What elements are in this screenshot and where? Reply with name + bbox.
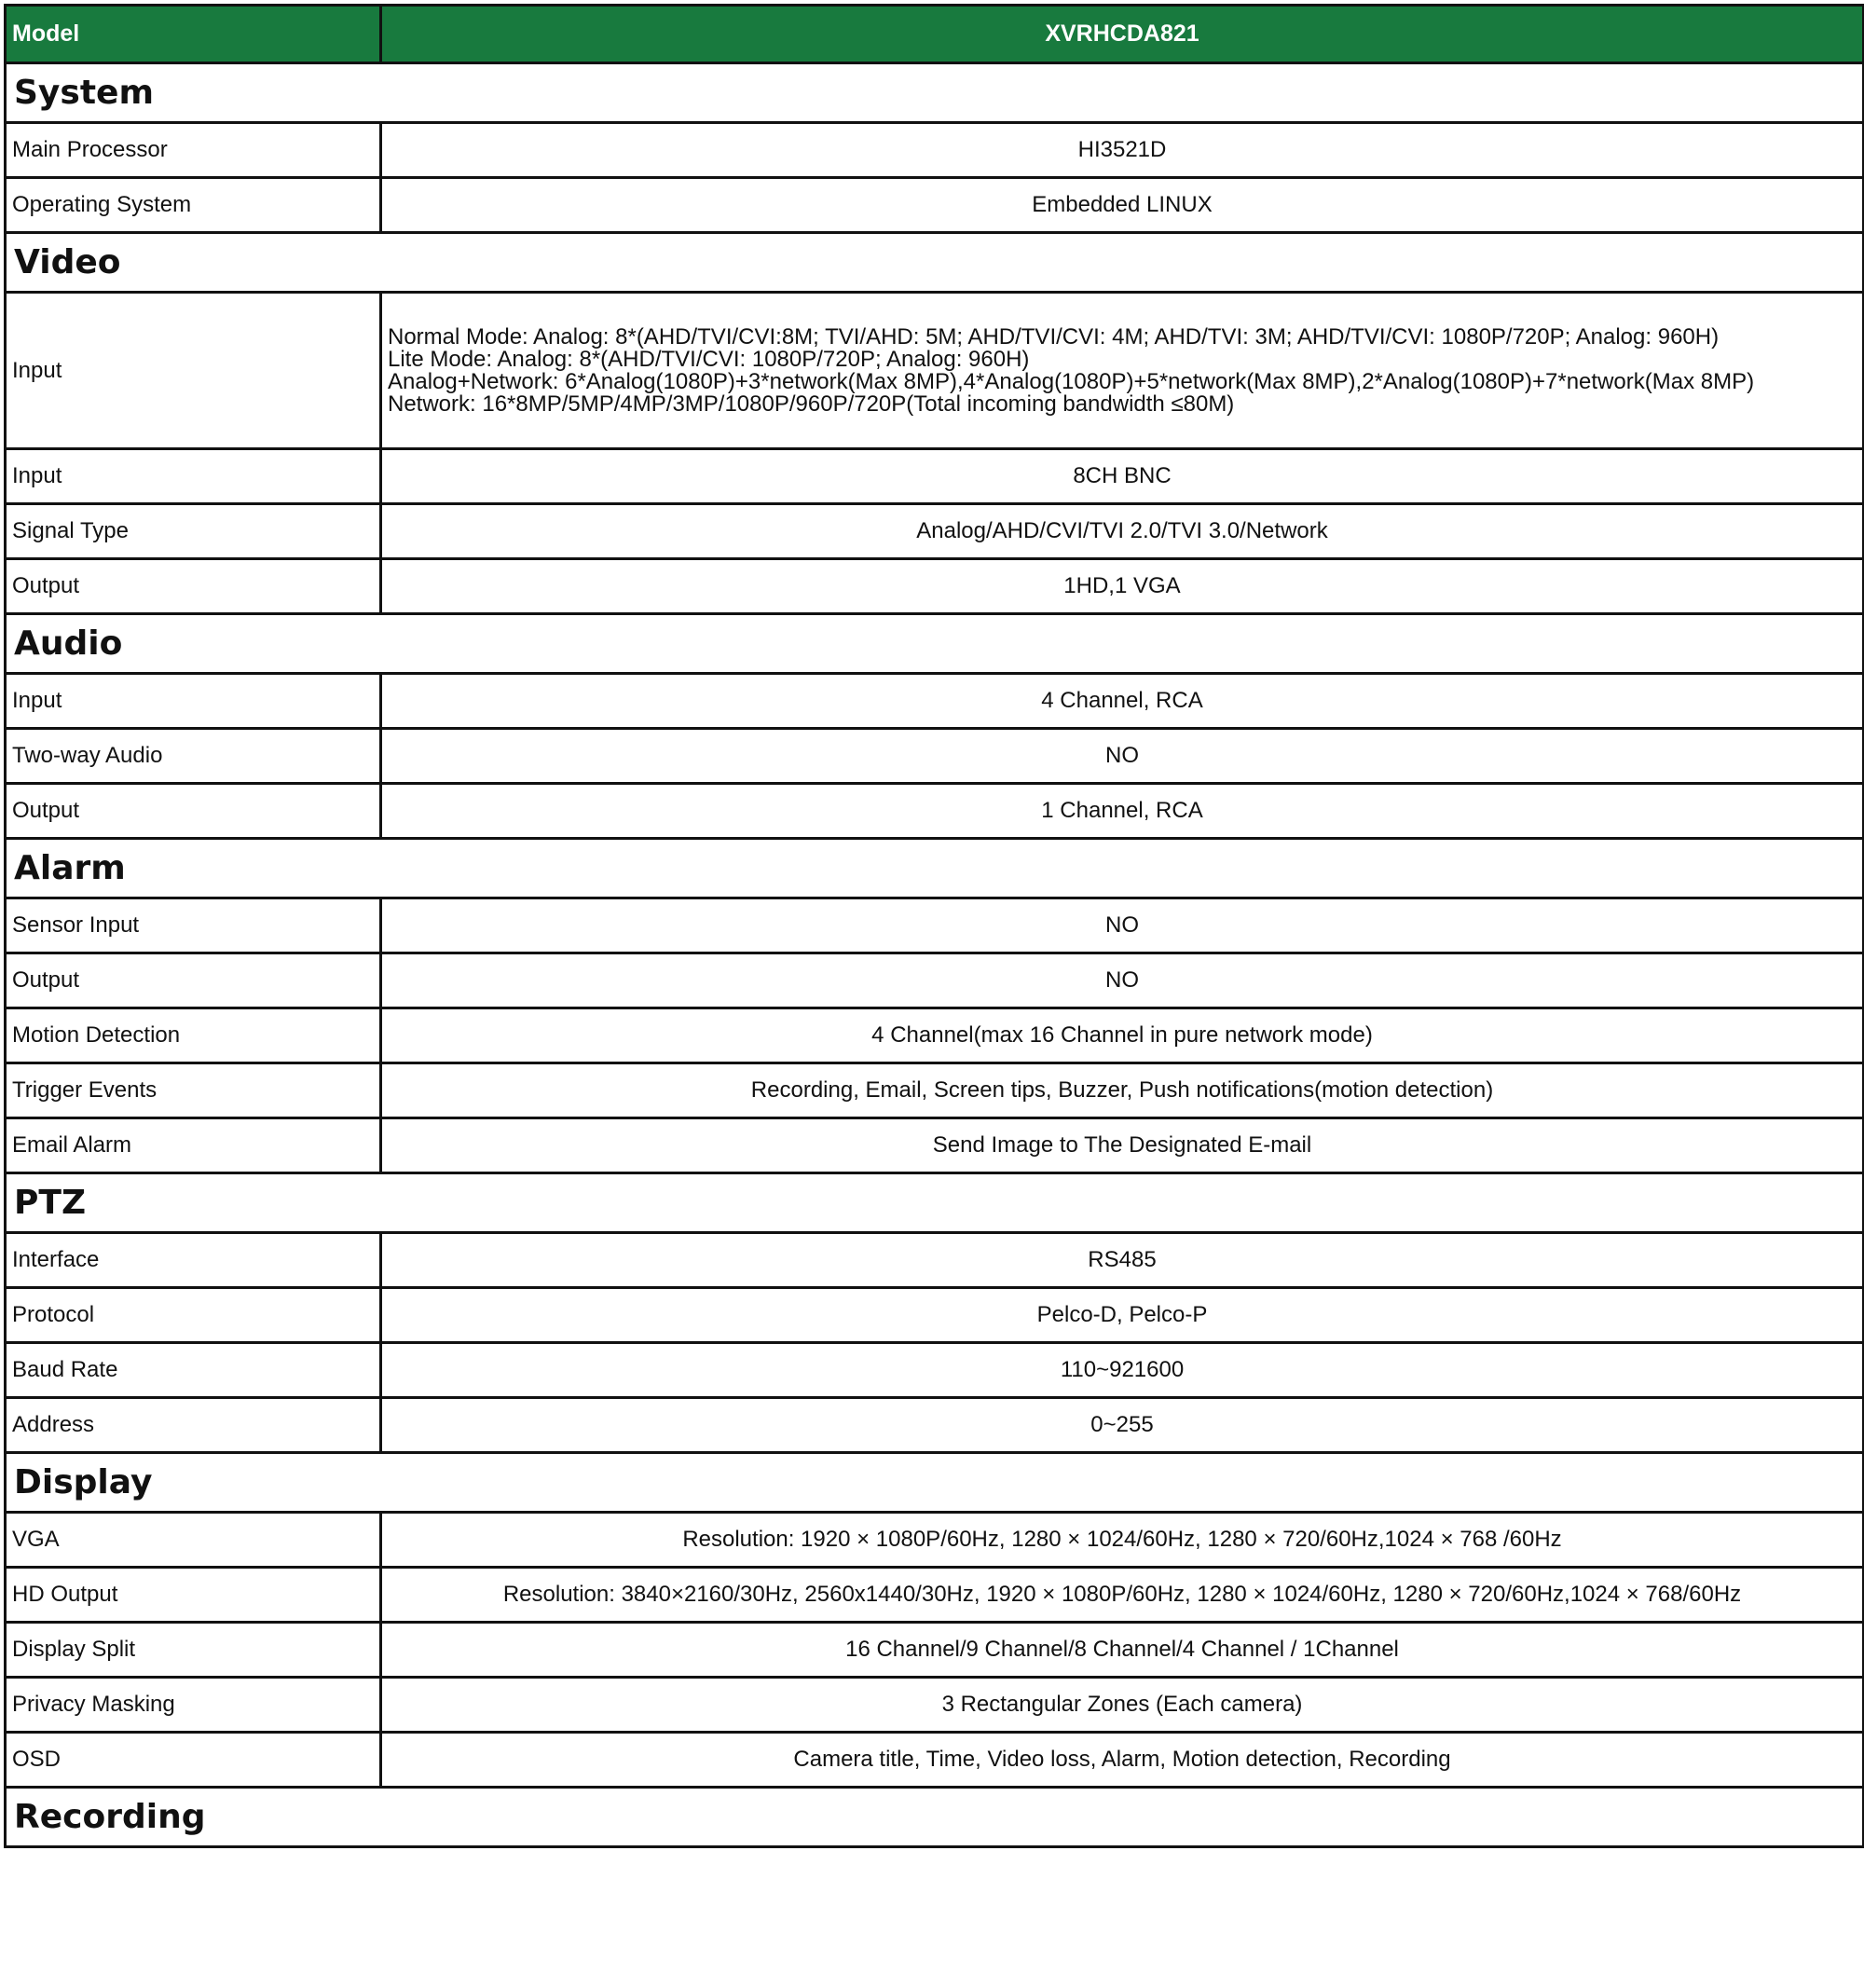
spec-value: Resolution: 3840×2160/30Hz, 2560x1440/30Hz, 1920 × 1080P/60Hz, 1280 × 1024/60Hz, 1280 × 720/60Hz,1024 × 768/60Hz bbox=[381, 1568, 1864, 1623]
section-title: Audio bbox=[6, 614, 1864, 674]
section-video bbox=[6, 233, 1864, 293]
spec-label: Input bbox=[6, 293, 381, 449]
section-display bbox=[6, 1453, 1864, 1513]
spec-label: Main Processor bbox=[6, 123, 381, 178]
spec-row bbox=[6, 1623, 1864, 1678]
spec-value: NO bbox=[381, 729, 1864, 784]
spec-value: 1HD,1 VGA bbox=[381, 559, 1864, 614]
spec-value-multiline bbox=[381, 293, 1864, 449]
spec-value: 110~921600 bbox=[381, 1343, 1864, 1398]
spec-value: RS485 bbox=[381, 1233, 1864, 1288]
spec-label: Input bbox=[6, 674, 381, 729]
section-title: System bbox=[6, 63, 1864, 123]
input-mode-line: Normal Mode: Analog: 8*(AHD/TVI/CVI:8M; TVI/AHD: 5M; AHD/TVI/CVI: 4M; AHD/TVI: 3M; AHD/TVI/CVI: 1080P/720P; Analog: 960H) bbox=[388, 323, 1720, 350]
spec-value: 0~255 bbox=[381, 1398, 1864, 1453]
spec-row bbox=[6, 1063, 1864, 1118]
section-recording bbox=[6, 1788, 1864, 1847]
spec-label: Baud Rate bbox=[6, 1343, 381, 1398]
spec-row bbox=[6, 178, 1864, 233]
section-alarm bbox=[6, 839, 1864, 898]
spec-row-multiline bbox=[6, 293, 1864, 449]
spec-label: OSD bbox=[6, 1733, 381, 1788]
spec-label: HD Output bbox=[6, 1568, 381, 1623]
spec-row bbox=[6, 123, 1864, 178]
spec-table bbox=[4, 4, 1864, 1848]
spec-row bbox=[6, 1678, 1864, 1733]
spec-label: Operating System bbox=[6, 178, 381, 233]
header-row bbox=[6, 6, 1864, 63]
spec-row bbox=[6, 1568, 1864, 1623]
spec-value: NO bbox=[381, 898, 1864, 953]
spec-label: Motion Detection bbox=[6, 1008, 381, 1063]
spec-row bbox=[6, 729, 1864, 784]
spec-label: Email Alarm bbox=[6, 1118, 381, 1173]
spec-row bbox=[6, 898, 1864, 953]
section-title: Display bbox=[6, 1453, 1864, 1513]
spec-row bbox=[6, 1288, 1864, 1343]
spec-value: Resolution: 1920 × 1080P/60Hz, 1280 × 1024/60Hz, 1280 × 720/60Hz,1024 × 768 /60Hz bbox=[381, 1513, 1864, 1568]
spec-label: Signal Type bbox=[6, 504, 381, 559]
section-system bbox=[6, 63, 1864, 123]
spec-value: Send Image to The Designated E-mail bbox=[381, 1118, 1864, 1173]
spec-value: Camera title, Time, Video loss, Alarm, Motion detection, Recording bbox=[381, 1733, 1864, 1788]
spec-row bbox=[6, 1513, 1864, 1568]
spec-row bbox=[6, 1008, 1864, 1063]
spec-value: 4 Channel(max 16 Channel in pure network mode) bbox=[381, 1008, 1864, 1063]
section-title: Alarm bbox=[6, 839, 1864, 898]
spec-row bbox=[6, 1118, 1864, 1173]
spec-label: Output bbox=[6, 559, 381, 614]
input-mode-line: Network: 16*8MP/5MP/4MP/3MP/1080P/960P/720P(Total incoming bandwidth ≤80M) bbox=[388, 391, 1235, 417]
input-mode-line: Lite Mode: Analog: 8*(AHD/TVI/CVI: 1080P/720P; Analog: 960H) bbox=[388, 346, 1030, 372]
spec-value: 3 Rectangular Zones (Each camera) bbox=[381, 1678, 1864, 1733]
spec-label: Output bbox=[6, 784, 381, 839]
spec-value: Embedded LINUX bbox=[381, 178, 1864, 233]
spec-label: Address bbox=[6, 1398, 381, 1453]
spec-label: VGA bbox=[6, 1513, 381, 1568]
spec-value: Pelco-D, Pelco-P bbox=[381, 1288, 1864, 1343]
spec-label: Display Split bbox=[6, 1623, 381, 1678]
spec-label: Output bbox=[6, 953, 381, 1008]
spec-value: 4 Channel, RCA bbox=[381, 674, 1864, 729]
spec-value: HI3521D bbox=[381, 123, 1864, 178]
section-title: Video bbox=[6, 233, 1864, 293]
section-title: PTZ bbox=[6, 1173, 1864, 1233]
spec-row bbox=[6, 1233, 1864, 1288]
spec-row bbox=[6, 504, 1864, 559]
input-mode-line: Analog+Network: 6*Analog(1080P)+3*network(Max 8MP),4*Analog(1080P)+5*network(Max 8MP),2*Analog(1080P)+7*network(Max 8MP) bbox=[388, 368, 1755, 394]
spec-label: Interface bbox=[6, 1233, 381, 1288]
spec-row bbox=[6, 953, 1864, 1008]
spec-label: Protocol bbox=[6, 1288, 381, 1343]
spec-value: 8CH BNC bbox=[381, 449, 1864, 504]
spec-value: 1 Channel, RCA bbox=[381, 784, 1864, 839]
spec-row bbox=[6, 1398, 1864, 1453]
spec-label: Trigger Events bbox=[6, 1063, 381, 1118]
spec-label: Privacy Masking bbox=[6, 1678, 381, 1733]
section-ptz bbox=[6, 1173, 1864, 1233]
spec-row bbox=[6, 449, 1864, 504]
spec-value: NO bbox=[381, 953, 1864, 1008]
header-model-value: XVRHCDA821 bbox=[381, 6, 1864, 63]
spec-value: Recording, Email, Screen tips, Buzzer, Push notifications(motion detection) bbox=[381, 1063, 1864, 1118]
spec-value: 16 Channel/9 Channel/8 Channel/4 Channel / 1Channel bbox=[381, 1623, 1864, 1678]
spec-row bbox=[6, 784, 1864, 839]
spec-row bbox=[6, 1733, 1864, 1788]
spec-row bbox=[6, 559, 1864, 614]
spec-label: Two-way Audio bbox=[6, 729, 381, 784]
section-title: Recording bbox=[6, 1788, 1864, 1847]
section-audio bbox=[6, 614, 1864, 674]
header-label: Model bbox=[6, 6, 381, 63]
spec-label: Sensor Input bbox=[6, 898, 381, 953]
spec-row bbox=[6, 1343, 1864, 1398]
spec-row bbox=[6, 674, 1864, 729]
spec-value: Analog/AHD/CVI/TVI 2.0/TVI 3.0/Network bbox=[381, 504, 1864, 559]
spec-label: Input bbox=[6, 449, 381, 504]
